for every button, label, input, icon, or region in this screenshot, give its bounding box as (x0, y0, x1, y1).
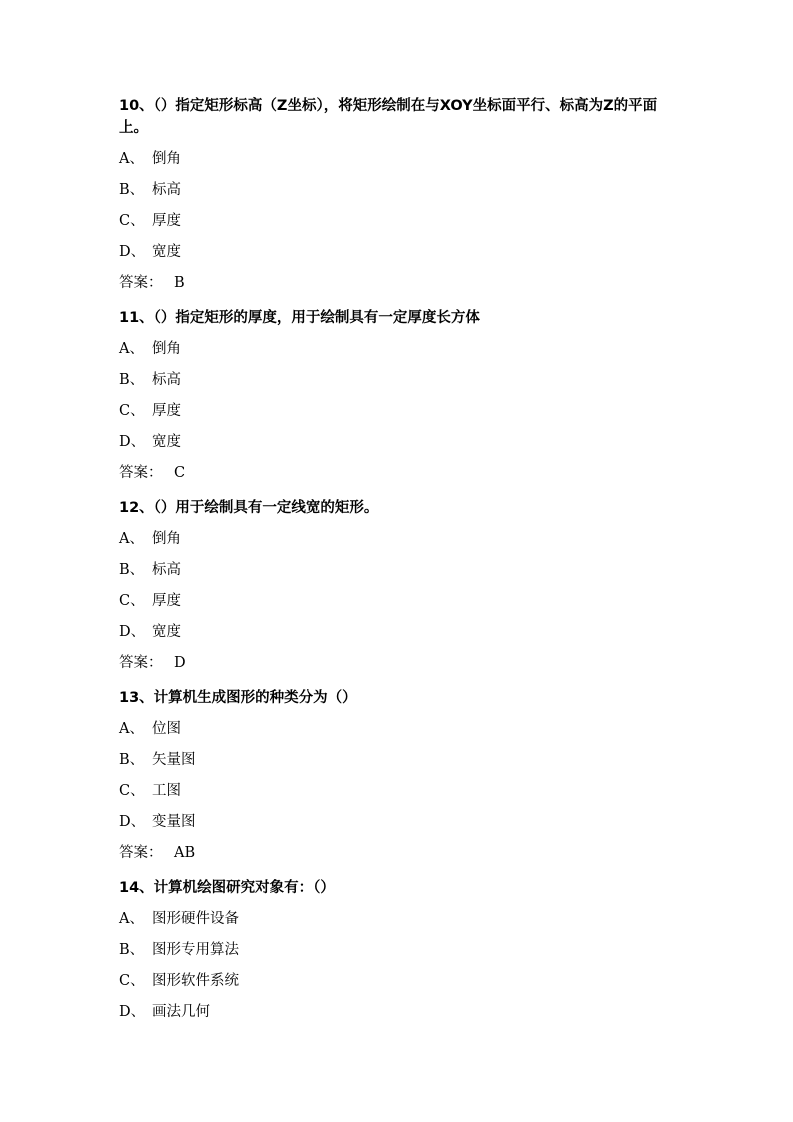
option-a (119, 718, 679, 749)
option-letter: D、 (119, 1004, 146, 1020)
option-text: 标高 (152, 372, 181, 388)
option-a (119, 338, 679, 369)
option-text: 宽度 (152, 624, 181, 640)
option-b (119, 369, 679, 400)
option-letter: D、 (119, 814, 146, 830)
option-text: 厚度 (152, 403, 181, 419)
option-letter: C、 (119, 973, 145, 989)
question-13 (119, 687, 679, 864)
answer-label: 答案： (119, 655, 163, 671)
question-text: 14、计算机绘图研究对象有：（） (119, 880, 335, 896)
option-letter: B、 (119, 942, 145, 958)
option-text: 标高 (152, 182, 181, 198)
option-text: 厚度 (152, 593, 181, 609)
option-d (119, 1001, 679, 1032)
option-letter: C、 (119, 593, 145, 609)
option-text: 标高 (152, 562, 181, 578)
answer-value: C (174, 465, 186, 481)
option-text: 倒角 (152, 531, 181, 547)
option-letter: A、 (119, 531, 144, 547)
option-letter: A、 (119, 151, 144, 167)
option-letter: A、 (119, 721, 144, 737)
question-10 (119, 95, 679, 294)
option-text: 变量图 (152, 814, 196, 830)
option-c (119, 590, 679, 621)
option-letter: B、 (119, 372, 145, 388)
option-letter: B、 (119, 752, 145, 768)
answer-line (119, 652, 679, 674)
option-text: 画法几何 (152, 1004, 210, 1020)
option-d (119, 811, 679, 842)
question-14 (119, 877, 679, 1032)
option-text: 宽度 (152, 434, 181, 450)
option-b (119, 939, 679, 970)
option-letter: B、 (119, 562, 145, 578)
option-c (119, 970, 679, 1001)
option-text: 矢量图 (152, 752, 196, 768)
answer-label: 答案： (119, 275, 163, 291)
option-letter: D、 (119, 434, 146, 450)
option-letter: A、 (119, 911, 144, 927)
option-text: 厚度 (152, 213, 181, 229)
option-a (119, 908, 679, 939)
option-letter: C、 (119, 403, 145, 419)
option-letter: B、 (119, 182, 145, 198)
option-text: 位图 (152, 721, 181, 737)
option-letter: D、 (119, 624, 146, 640)
option-b (119, 559, 679, 590)
option-d (119, 241, 679, 272)
question-text: 13、计算机生成图形的种类分为（） (119, 690, 357, 706)
option-text: 倒角 (152, 341, 181, 357)
option-text: 图形专用算法 (152, 942, 239, 958)
option-d (119, 621, 679, 652)
answer-line (119, 462, 679, 484)
option-a (119, 148, 679, 179)
question-11 (119, 307, 679, 484)
answer-value: D (174, 655, 186, 671)
answer-label: 答案： (119, 465, 163, 481)
question-text: 11、（）指定矩形的厚度，用于绘制具有一定厚度长方体 (119, 310, 480, 326)
option-text: 工图 (152, 783, 181, 799)
option-d (119, 431, 679, 462)
option-letter: C、 (119, 213, 145, 229)
option-text: 图形软件系统 (152, 973, 239, 989)
option-letter: D、 (119, 244, 146, 260)
option-b (119, 749, 679, 780)
option-b (119, 179, 679, 210)
option-c (119, 400, 679, 431)
option-letter: C、 (119, 783, 145, 799)
answer-label: 答案： (119, 845, 163, 861)
answer-line (119, 842, 679, 864)
option-text: 宽度 (152, 244, 181, 260)
option-letter: A、 (119, 341, 144, 357)
option-text: 倒角 (152, 151, 181, 167)
option-a (119, 528, 679, 559)
option-text: 图形硬件设备 (152, 911, 239, 927)
question-12 (119, 497, 679, 674)
question-text: 12、（）用于绘制具有一定线宽的矩形。 (119, 500, 379, 516)
option-c (119, 780, 679, 811)
answer-value: B (174, 275, 185, 291)
answer-line (119, 272, 679, 294)
answer-value: AB (174, 845, 196, 861)
option-c (119, 210, 679, 241)
question-text: 10、（）指定矩形标高（Z坐标），将矩形绘制在与XOY坐标面平行、标高为Z的平面上。 (119, 98, 658, 136)
